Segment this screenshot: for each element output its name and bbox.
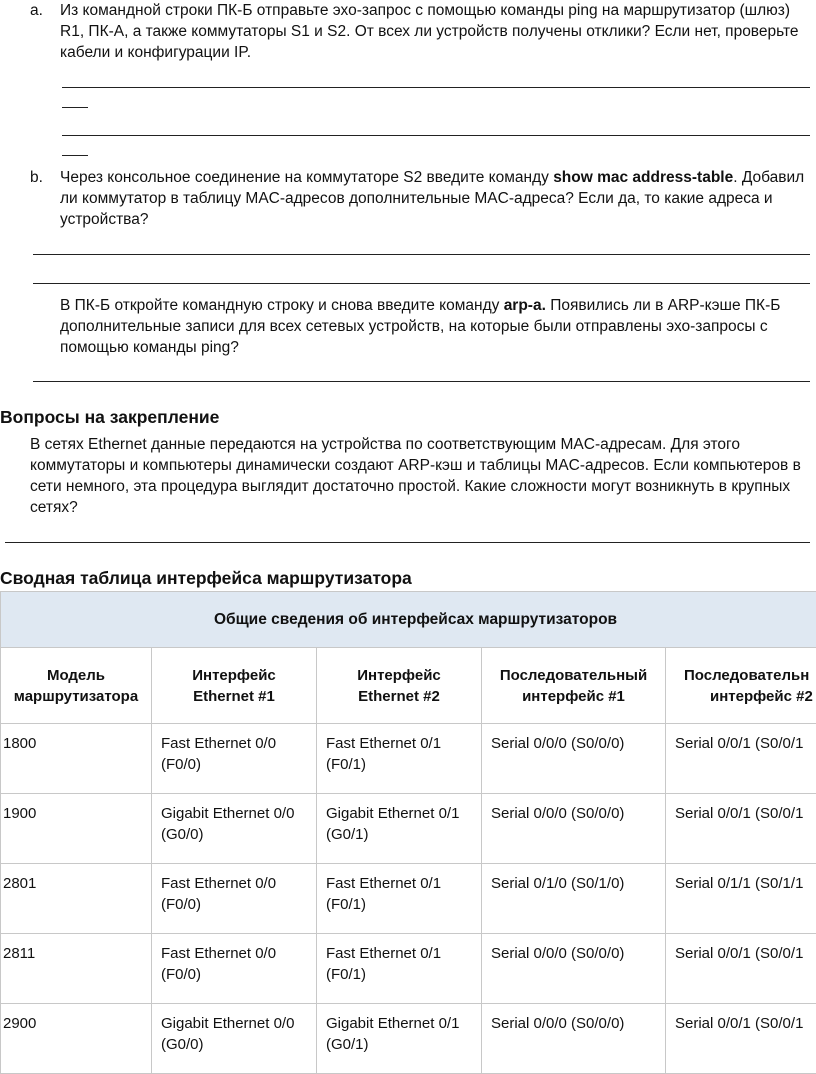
answer-line	[33, 283, 810, 284]
answer-line	[62, 87, 810, 88]
column-header: Последовательн интерфейс #2	[666, 648, 816, 724]
answer-line-stub	[62, 107, 88, 108]
answer-line	[33, 254, 810, 255]
summary-heading: Сводная таблица интерфейса маршрутизатора	[0, 568, 412, 589]
table-cell: Gigabit Ethernet 0/1 (G0/1)	[317, 794, 482, 864]
table-cell: Serial 0/0/0 (S0/0/0)	[482, 1004, 666, 1074]
answer-line-stub	[62, 155, 88, 156]
table-cell: Serial 0/0/0 (S0/0/0)	[482, 794, 666, 864]
column-header: Интерфейс Ethernet #2	[317, 648, 482, 724]
table-cell: Serial 0/0/0 (S0/0/0)	[482, 934, 666, 1004]
table-cell: Fast Ethernet 0/0 (F0/0)	[152, 864, 317, 934]
table-cell: Fast Ethernet 0/1 (F0/1)	[317, 934, 482, 1004]
table-cell: Fast Ethernet 0/1 (F0/1)	[317, 864, 482, 934]
table-cell: Serial 0/0/1 (S0/0/1	[666, 1004, 816, 1074]
column-header: Модель маршрутизатора	[1, 648, 152, 724]
table-cell: Serial 0/0/1 (S0/0/1	[666, 724, 816, 794]
answer-line	[62, 135, 810, 136]
task-c-text: В ПК-Б откройте командную строку и снова введите команду arp-a. Появились ли в ARP-кэше ПК-Б дополнительные записи для всех сетевых устройств, на которые были отправлены эхо-запросы с помощью команды ping?	[60, 295, 805, 358]
table-caption: Общие сведения об интерфейсах маршрутизаторов	[1, 592, 816, 648]
router-interface-table	[0, 591, 816, 1074]
task-b-marker: b.	[30, 167, 43, 188]
answer-line	[33, 381, 810, 382]
table-cell: Fast Ethernet 0/0 (F0/0)	[152, 934, 317, 1004]
table-header-row	[1, 648, 816, 724]
table-cell: Gigabit Ethernet 0/0 (G0/0)	[152, 1004, 317, 1074]
table-cell: 1800	[1, 724, 152, 794]
task-a-marker: a.	[30, 0, 43, 21]
table-cell: Fast Ethernet 0/1 (F0/1)	[317, 724, 482, 794]
task-b-command: show mac address-table	[553, 169, 733, 186]
table-cell: Serial 0/1/1 (S0/1/1	[666, 864, 816, 934]
table-row	[1, 934, 816, 1004]
table-row	[1, 794, 816, 864]
table-cell: Gigabit Ethernet 0/1 (G0/1)	[317, 1004, 482, 1074]
table-cell: Gigabit Ethernet 0/0 (G0/0)	[152, 794, 317, 864]
task-a	[30, 0, 805, 63]
table-cell: 1900	[1, 794, 152, 864]
table-cell: Serial 0/0/1 (S0/0/1	[666, 794, 816, 864]
table-cell: Serial 0/0/0 (S0/0/0)	[482, 724, 666, 794]
column-header: Последовательный интерфейс #1	[482, 648, 666, 724]
task-c-command: arp-a.	[504, 297, 546, 314]
table-cell: 2811	[1, 934, 152, 1004]
table-row	[1, 724, 816, 794]
table-cell: 2801	[1, 864, 152, 934]
reflection-heading: Вопросы на закрепление	[0, 407, 219, 428]
task-b-text: Через консольное соединение на коммутаторе S2 введите команду show mac address-table. Добавил ли коммутатор в таблицу MAC-адресов дополнительные MAC-адреса? Если да, то какие адреса и устройства?	[60, 167, 805, 230]
reflection-text: В сетях Ethernet данные передаются на устройства по соответствующим MAC-адресам. Для этого коммутаторы и компьютеры динамически создают ARP-кэш и таблицы MAC-адресов. Если компьютеров в сети немного, эта процедура выглядит достаточно простой. Какие сложности могут возникнуть в крупных сетях?	[30, 434, 805, 518]
answer-line	[5, 542, 810, 543]
task-a-text: Из командной строки ПК-Б отправьте эхо-запрос с помощью команды ping на маршрутизатор (шлюз) R1, ПК-А, а также коммутаторы S1 и S2. От всех ли устройств получены отклики? Если нет, проверьте кабели и конфигурации IP.	[60, 0, 805, 63]
table-row	[1, 1004, 816, 1074]
table-cell: Serial 0/0/1 (S0/0/1	[666, 934, 816, 1004]
table-cell: 2900	[1, 1004, 152, 1074]
column-header: Интерфейс Ethernet #1	[152, 648, 317, 724]
table-cell: Fast Ethernet 0/0 (F0/0)	[152, 724, 317, 794]
table-cell: Serial 0/1/0 (S0/1/0)	[482, 864, 666, 934]
task-b	[30, 167, 805, 230]
table-row	[1, 864, 816, 934]
